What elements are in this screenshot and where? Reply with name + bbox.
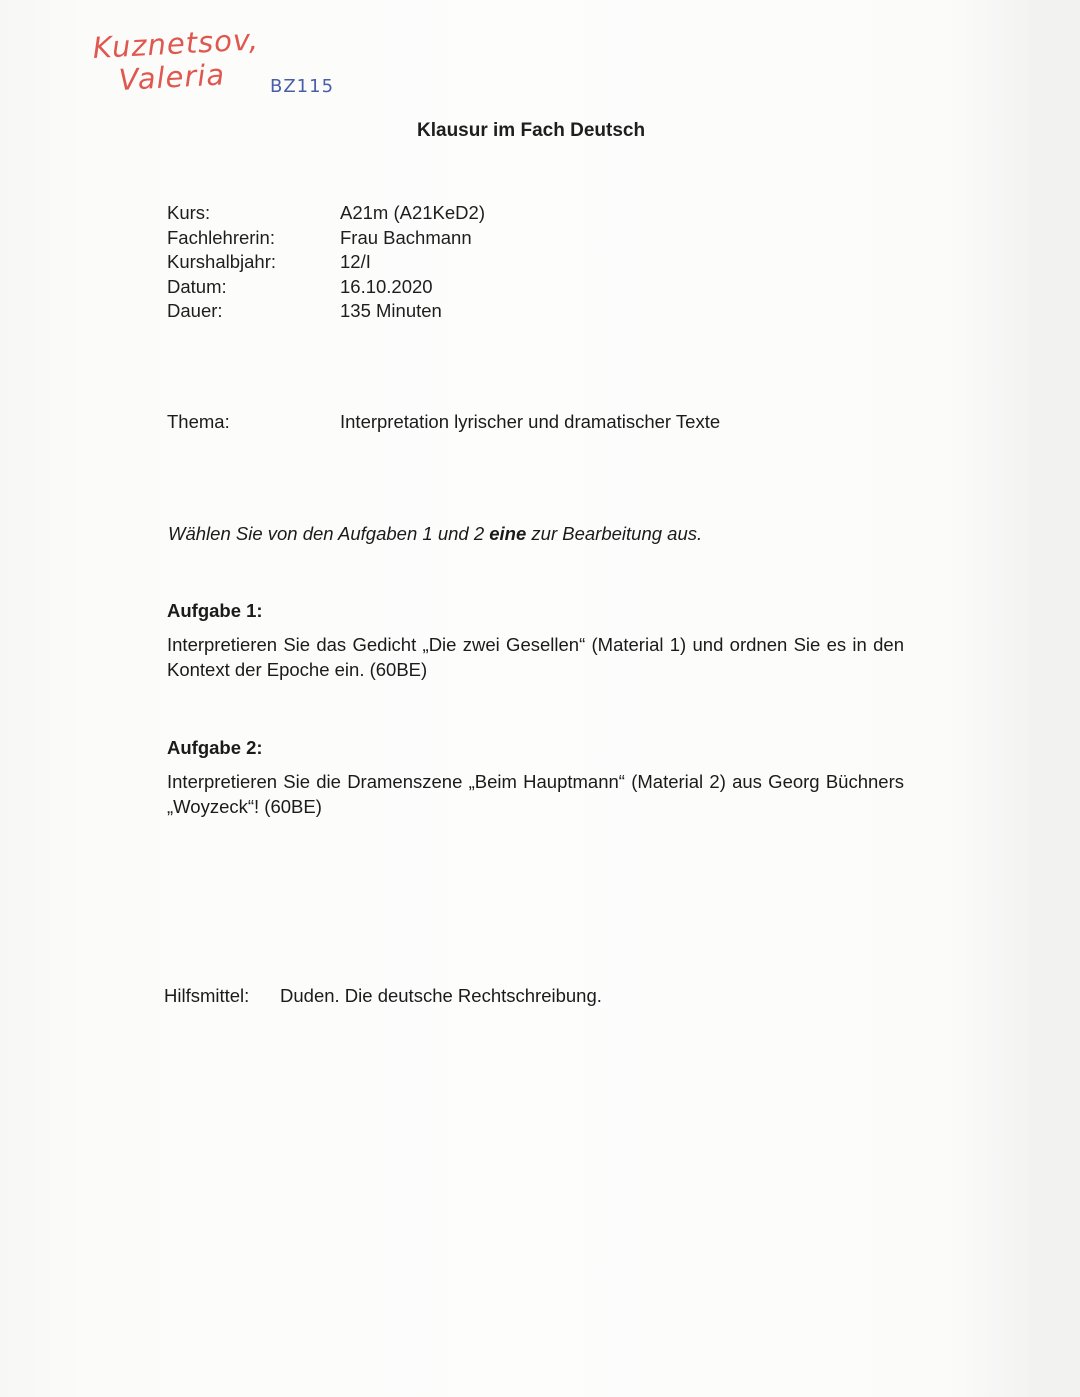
- info-row-datum: [167, 275, 485, 300]
- info-value: 12/I: [340, 251, 371, 273]
- info-value: 16.10.2020: [340, 275, 433, 297]
- info-label: Fachlehrerin:: [167, 226, 275, 248]
- instruction-text-after: zur Bearbeitung aus.: [526, 523, 703, 544]
- aids-value: Duden. Die deutsche Rechtschreibung.: [280, 985, 602, 1006]
- aids-label: Hilfsmittel:: [164, 985, 250, 1006]
- selection-instruction: [168, 523, 702, 545]
- info-label: Datum:: [167, 275, 227, 297]
- exam-info-table: [167, 201, 485, 324]
- info-value: 135 Minuten: [340, 300, 442, 322]
- thema-row: [167, 411, 720, 433]
- instruction-text-before: Wählen Sie von den Aufgaben 1 und 2: [168, 523, 490, 544]
- info-row-kurshalbjahr: [167, 250, 485, 275]
- aids-row: [164, 985, 602, 1007]
- info-value: A21m (A21KeD2): [340, 202, 485, 223]
- info-label: Kurs:: [167, 202, 211, 223]
- thema-label: Thema:: [167, 411, 230, 432]
- task-text: Interpretieren Sie das Gedicht „Die zwei Gesellen“ (Material 1) und ordnen Sie es in den Kontext der Epoche ein. (60BE): [167, 633, 904, 680]
- info-label: Kurshalbjahr:: [167, 251, 277, 273]
- handwritten-lastname: Kuznetsov,: [91, 22, 260, 65]
- thema-value: Interpretation lyrischer und dramatischer Texte: [340, 411, 721, 432]
- info-row-dauer: [167, 299, 485, 324]
- instruction-emphasis: eine: [489, 523, 527, 544]
- exam-title: Klausur im Fach Deutsch: [417, 120, 646, 141]
- task-2: [167, 735, 904, 820]
- info-row-kurs: [167, 201, 485, 226]
- task-heading: Aufgabe 1:: [167, 600, 263, 621]
- task-text: Interpretieren Sie die Dramenszene „Beim Hauptmann“ (Material 2) aus Georg Büchners „Woyzeck“! (60BE): [167, 770, 904, 817]
- info-row-fachlehrerin: [167, 226, 485, 251]
- info-value: Frau Bachmann: [340, 226, 472, 248]
- handwritten-class-code: BZ115: [270, 76, 335, 97]
- info-label: Dauer:: [167, 300, 223, 322]
- task-heading: Aufgabe 2:: [167, 737, 263, 758]
- handwritten-firstname: Valeria: [117, 57, 226, 97]
- task-1: [167, 598, 904, 683]
